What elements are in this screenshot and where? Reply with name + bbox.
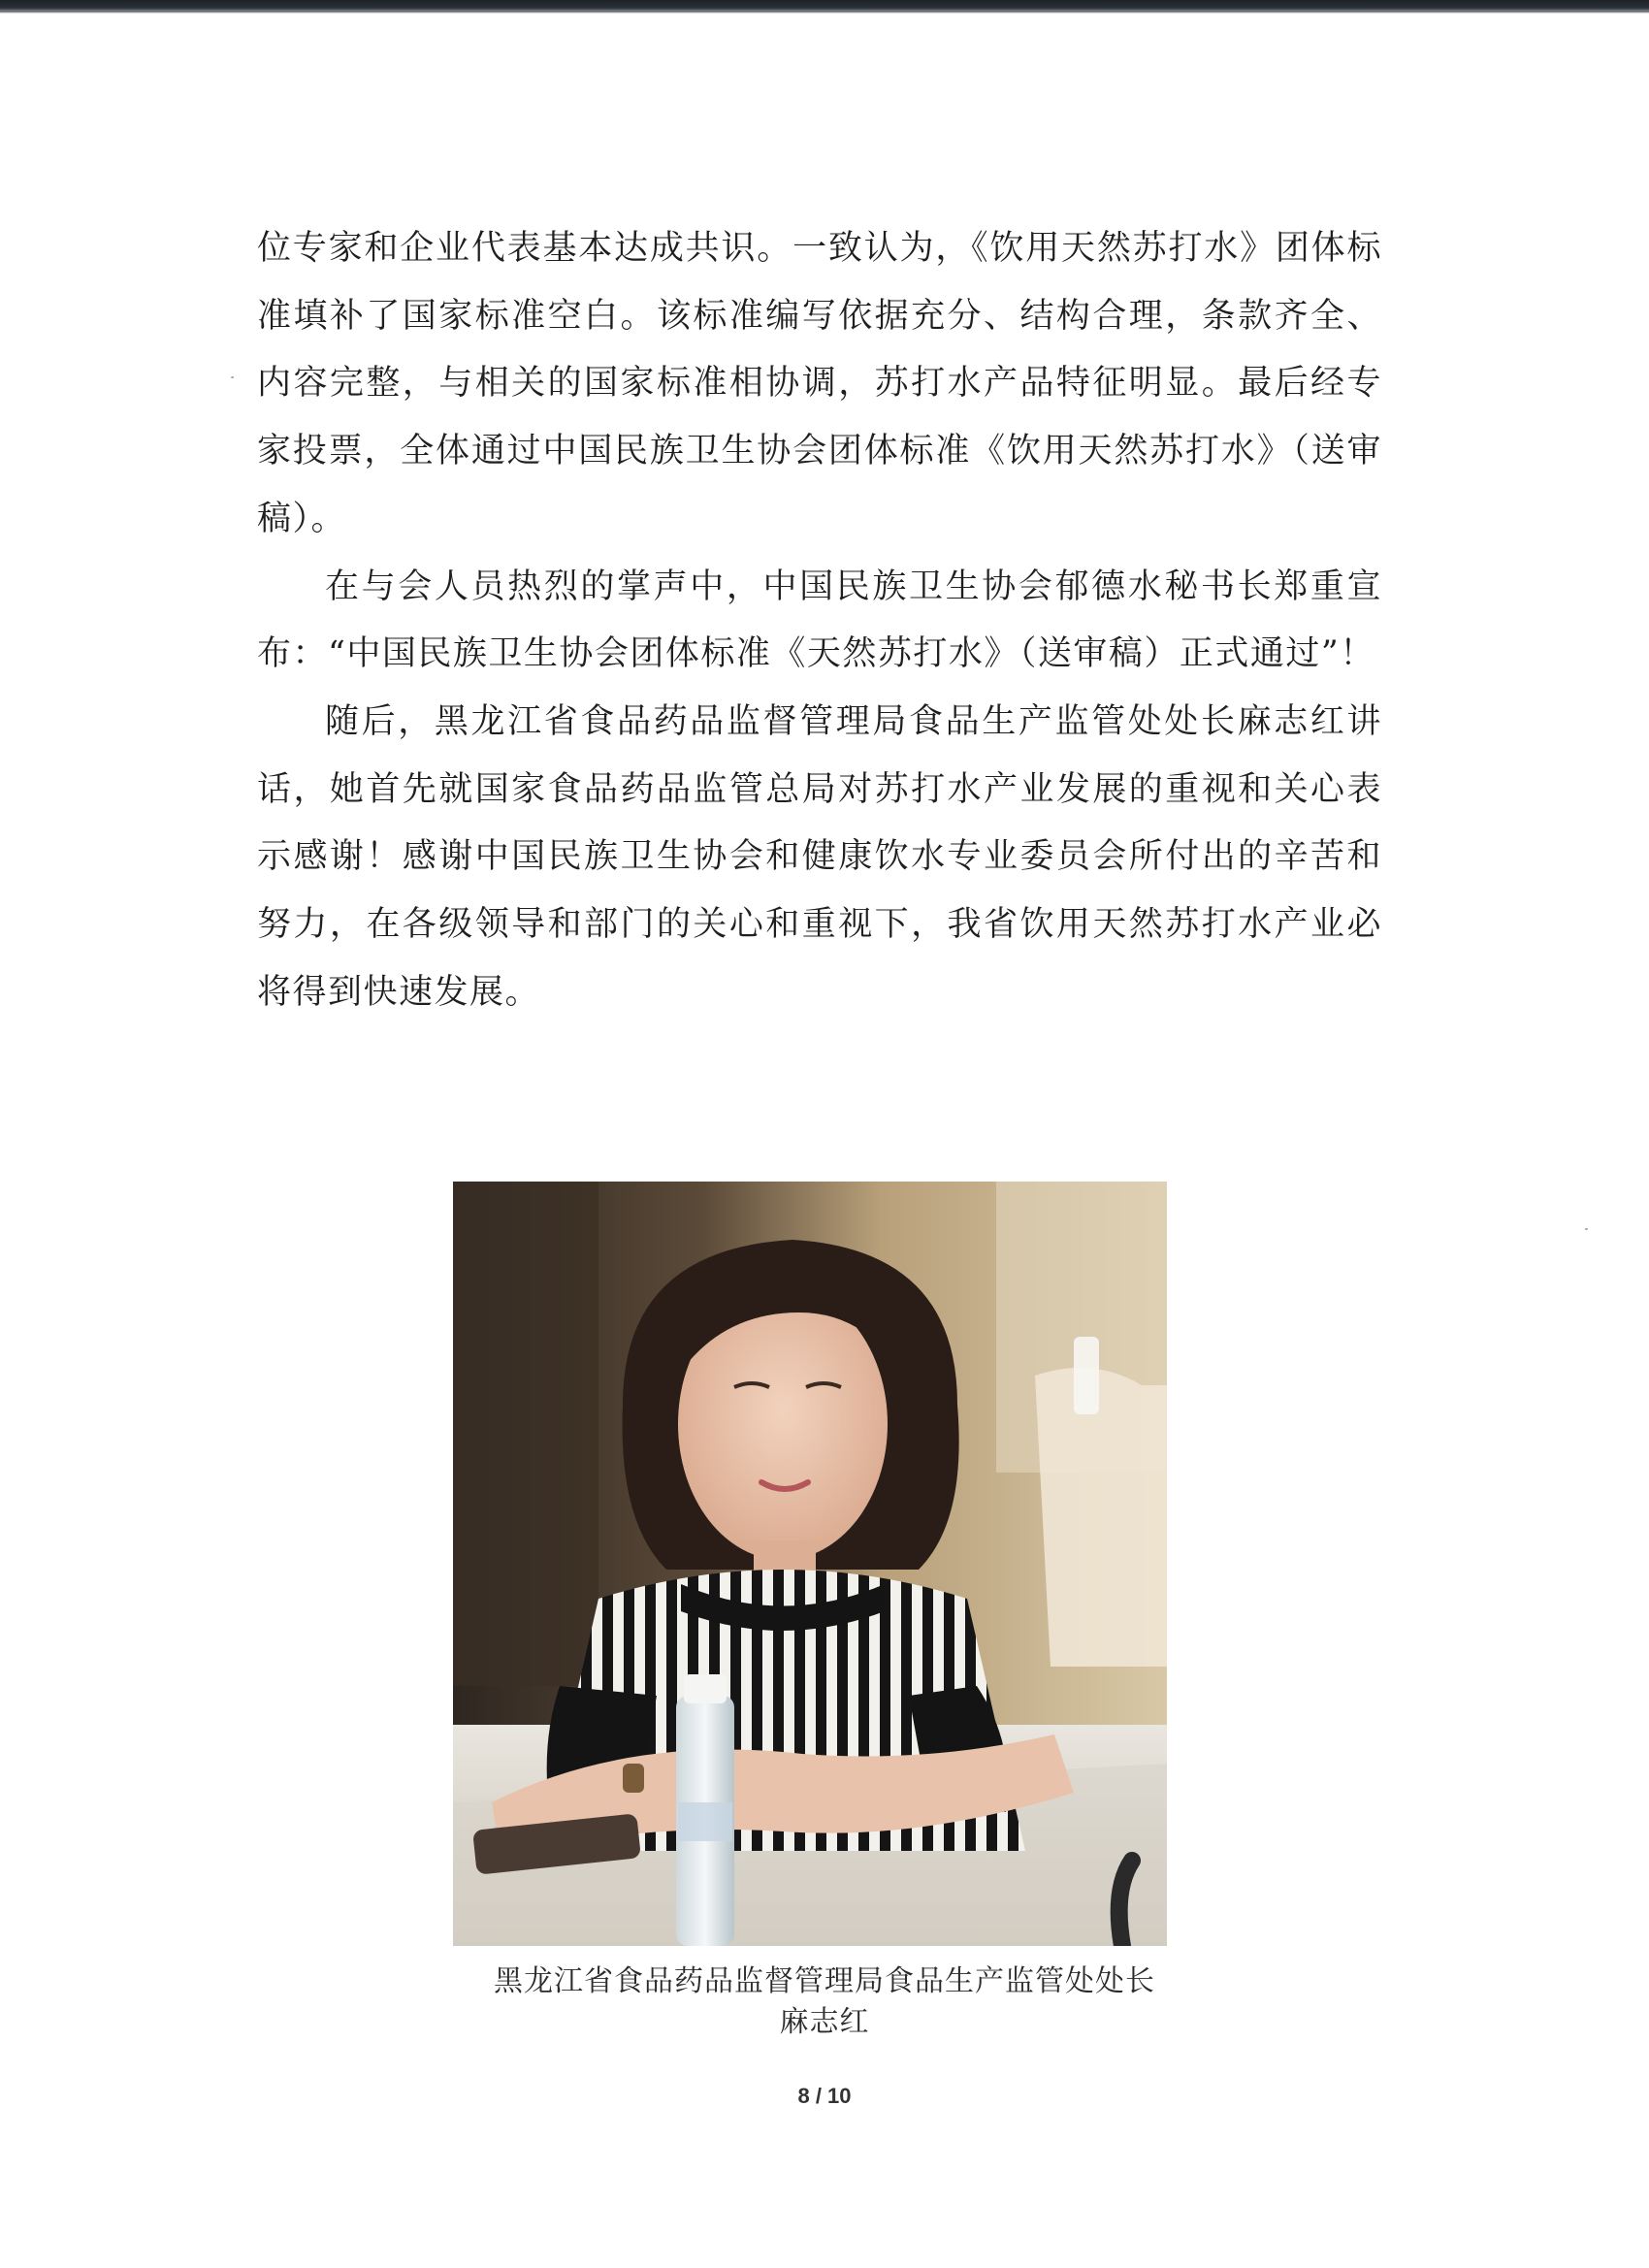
paragraph-announcement: 在与会人员热烈的掌声中，中国民族卫生协会郁德水秘书长郑重宣布：“中国民族卫生协会团体标准《天然苏打水》（送审稿）正式通过”！ [257, 567, 1382, 674]
portrait-photo [453, 1182, 1167, 1946]
scan-speck [1585, 1228, 1588, 1230]
caption-line-name: 麻志红 [779, 2005, 870, 2039]
scan-speck [231, 376, 234, 378]
document-body [257, 215, 1382, 1026]
page-number: 8 / 10 [797, 2084, 852, 2108]
portrait-photo-illustration [453, 1182, 1167, 1946]
paragraph-expert-consensus: 位专家和企业代表基本达成共识。一致认为，《饮用天然苏打水》团体标准填补了国家标准空白。该标准编写依据充分、结构合理，条款齐全、内容完整，与相关的国家标准相协调，苏打水产品特征明显。最后经专家投票，全体通过中国民族卫生协会团体标准《饮用天然苏打水》（送审稿）。 [257, 229, 1382, 538]
caption-line-title: 黑龙江省食品药品监督管理局食品生产监管处处长 [494, 1964, 1155, 1998]
photo-caption [291, 1961, 1358, 2043]
paragraph-speech: 随后，黑龙江省食品药品监督管理局食品生产监管处处长麻志红讲话，她首先就国家食品药品监管总局对苏打水产业发展的重视和关心表示感谢！感谢中国民族卫生协会和健康饮水专业委员会所付出的辛苦和努力，在各级领导和部门的关心和重视下，我省饮用天然苏打水产业必将得到快速发展。 [257, 701, 1382, 1012]
scan-top-edge [0, 0, 1649, 14]
